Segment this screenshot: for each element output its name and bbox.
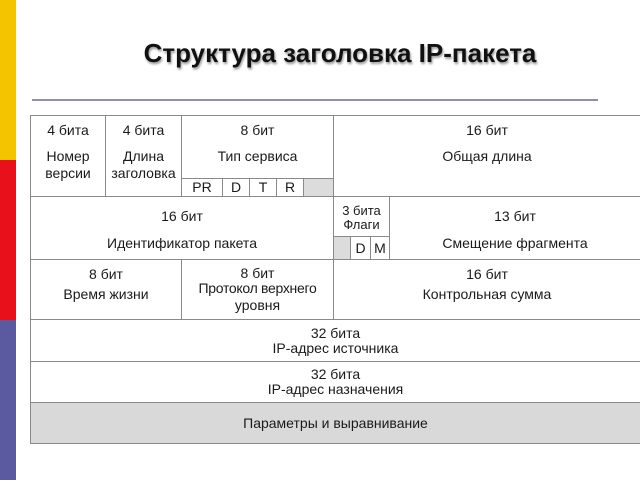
header-length-bits: 4 бита [122,122,165,138]
flags-bits: 3 бита [342,203,381,218]
checksum-label: Контрольная сумма [422,286,552,302]
destination-address-cell [30,361,640,403]
protocol-cell [181,259,334,320]
source-address-cell [30,319,640,362]
tos-subfield-d: D [222,178,250,197]
flags-reserved-subfield [333,236,351,260]
protocol-label-line1: Протокол верхнего [198,280,317,296]
total-length-label: Общая длина [442,148,532,164]
options-padding-label: Параметры и выравнивание [243,415,428,431]
version-cell [30,115,106,197]
source-address-label: IP-адрес источника [272,340,399,356]
total-length-cell [333,115,640,197]
fragment-offset-label: Смещение фрагмента [442,235,588,251]
destination-address-label: IP-адрес назначения [267,381,404,397]
options-padding-cell [30,402,640,444]
flag-mf-subfield: M [370,236,390,260]
fragment-offset-bits: 13 бит [494,208,536,224]
header-length-label-line1: Длина [123,148,164,164]
header-length-label-line2: заголовка [111,165,176,181]
version-bits: 4 бита [47,122,89,138]
checksum-bits: 16 бит [466,266,508,282]
destination-address-bits: 32 бита [310,366,361,382]
identification-bits: 16 бит [161,208,203,224]
version-label-line2: версии [45,165,91,181]
identification-cell [30,196,334,260]
header-length-cell [105,115,182,197]
protocol-bits: 8 бит [240,265,275,281]
tos-subfield-r: R [276,178,304,197]
service-type-bits: 8 бит [240,122,275,138]
tos-subfield-t: T [249,178,277,197]
page-title: Структура заголовка IP-пакета [143,38,537,68]
tos-reserved-subfield [303,178,334,197]
ttl-cell [30,259,182,320]
flag-df-subfield: D [350,236,371,260]
fragment-offset-cell [389,196,640,260]
tos-subfield-pr: PR [181,178,223,197]
checksum-cell [333,259,640,320]
flags-label: Флаги [343,217,380,232]
ttl-label: Время жизни [63,286,149,302]
version-label-line1: Номер [46,148,90,164]
identification-label: Идентификатор пакета [107,235,257,251]
source-address-bits: 32 бита [310,325,361,341]
ttl-bits: 8 бит [89,266,123,282]
total-length-bits: 16 бит [466,122,508,138]
protocol-label-line2: уровня [234,297,281,313]
service-type-label: Тип сервиса [217,148,298,164]
